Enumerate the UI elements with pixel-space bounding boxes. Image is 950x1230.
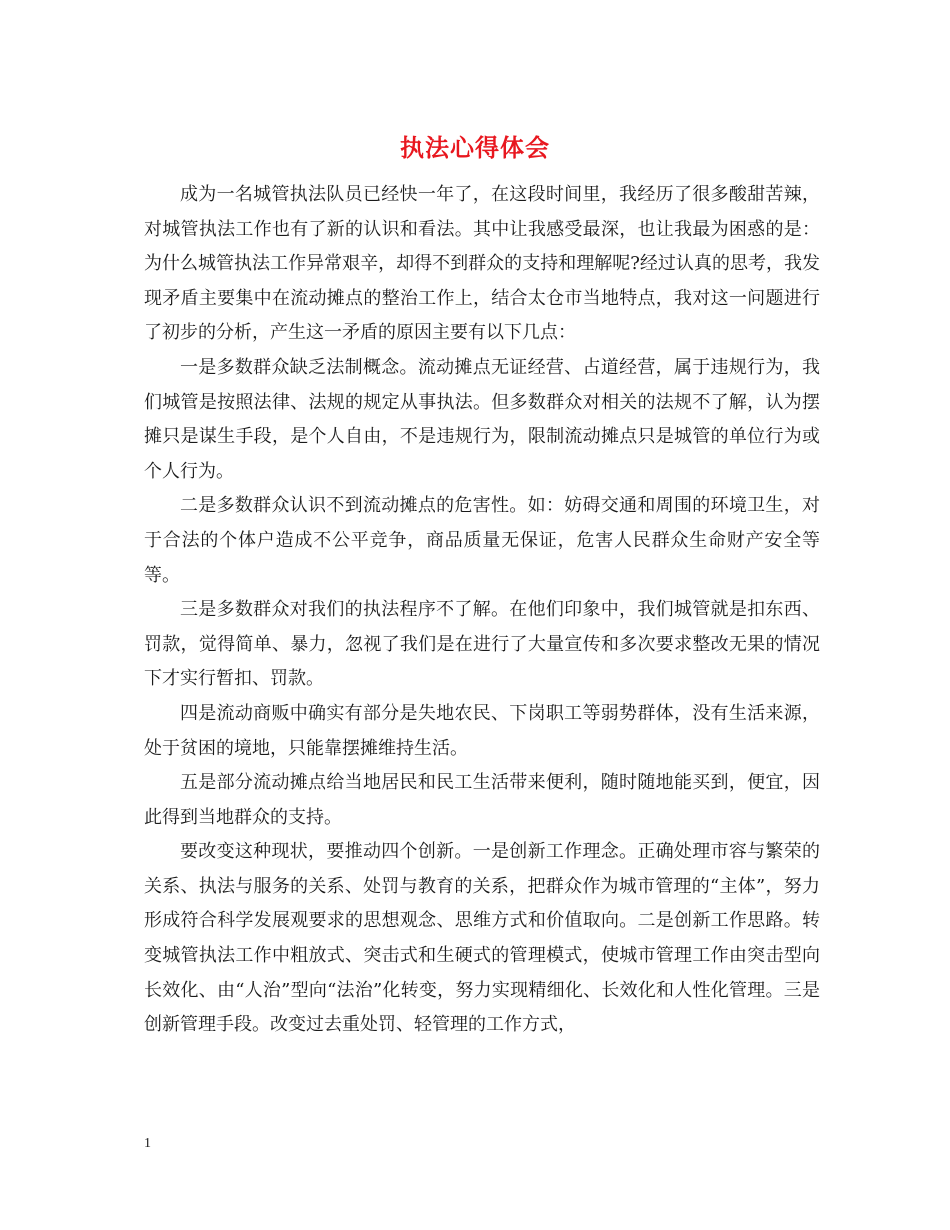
paragraph: 要改变这种现状，要推动四个创新。一是创新工作理念。正确处理市容与繁荣的关系、执法与服务的关系、处罚与教育的关系，把群众作为城市管理的“主体”，努力形成符合科学发展观要求的思想观念、思维方式和价值取向。二是创新工作思路。转变城管执法工作中粗放式、突击式和生硬式的管理模式，使城市管理工作由突击型向长效化、由“人治”型向“法治”化转变，努力实现精细化、长效化和人性化管理。三是创新管理手段。改变过去重处罚、轻管理的工作方式， [144, 841, 820, 1036]
paragraph: 一是多数群众缺乏法制概念。流动摊点无证经营、占道经营，属于违规行为，我们城管是按照法律、法规的规定从事执法。但多数群众对相关的法规不了解，认为摆摊只是谋生手段，是个人自由，不是违规行为，限制流动摊点只是城管的单位行为或个人行为。 [144, 356, 820, 482]
document-title: 执法心得体会 [400, 133, 550, 162]
document-body [144, 178, 820, 1043]
page-number: 1 [144, 1136, 151, 1151]
paragraph: 成为一名城管执法队员已经快一年了，在这段时间里，我经历了很多酸甜苦辣，对城管执法工作也有了新的认识和看法。其中让我感受最深，也让我最为困惑的是：为什么城管执法工作异常艰辛，却得不到群众的支持和理解呢?经过认真的思考，我发现矛盾主要集中在流动摊点的整治工作上，结合太仓市当地特点，我对这一问题进行了初步的分析，产生这一矛盾的原因主要有以下几点： [144, 184, 820, 344]
paragraph: 五是部分流动摊点给当地居民和民工生活带来便利，随时随地能买到，便宜，因此得到当地群众的支持。 [144, 772, 820, 828]
paragraph: 三是多数群众对我们的执法程序不了解。在他们印象中，我们城管就是扣东西、罚款，觉得简单、暴力，忽视了我们是在进行了大量宣传和多次要求整改无果的情况下才实行暂扣、罚款。 [144, 599, 820, 690]
paragraph: 二是多数群众认识不到流动摊点的危害性。如：妨碍交通和周围的环境卫生，对于合法的个体户造成不公平竞争，商品质量无保证，危害人民群众生命财产安全等等。 [144, 495, 820, 586]
paragraph: 四是流动商贩中确实有部分是失地农民、下岗职工等弱势群体，没有生活来源，处于贫困的境地，只能靠摆摊维持生活。 [144, 702, 820, 759]
